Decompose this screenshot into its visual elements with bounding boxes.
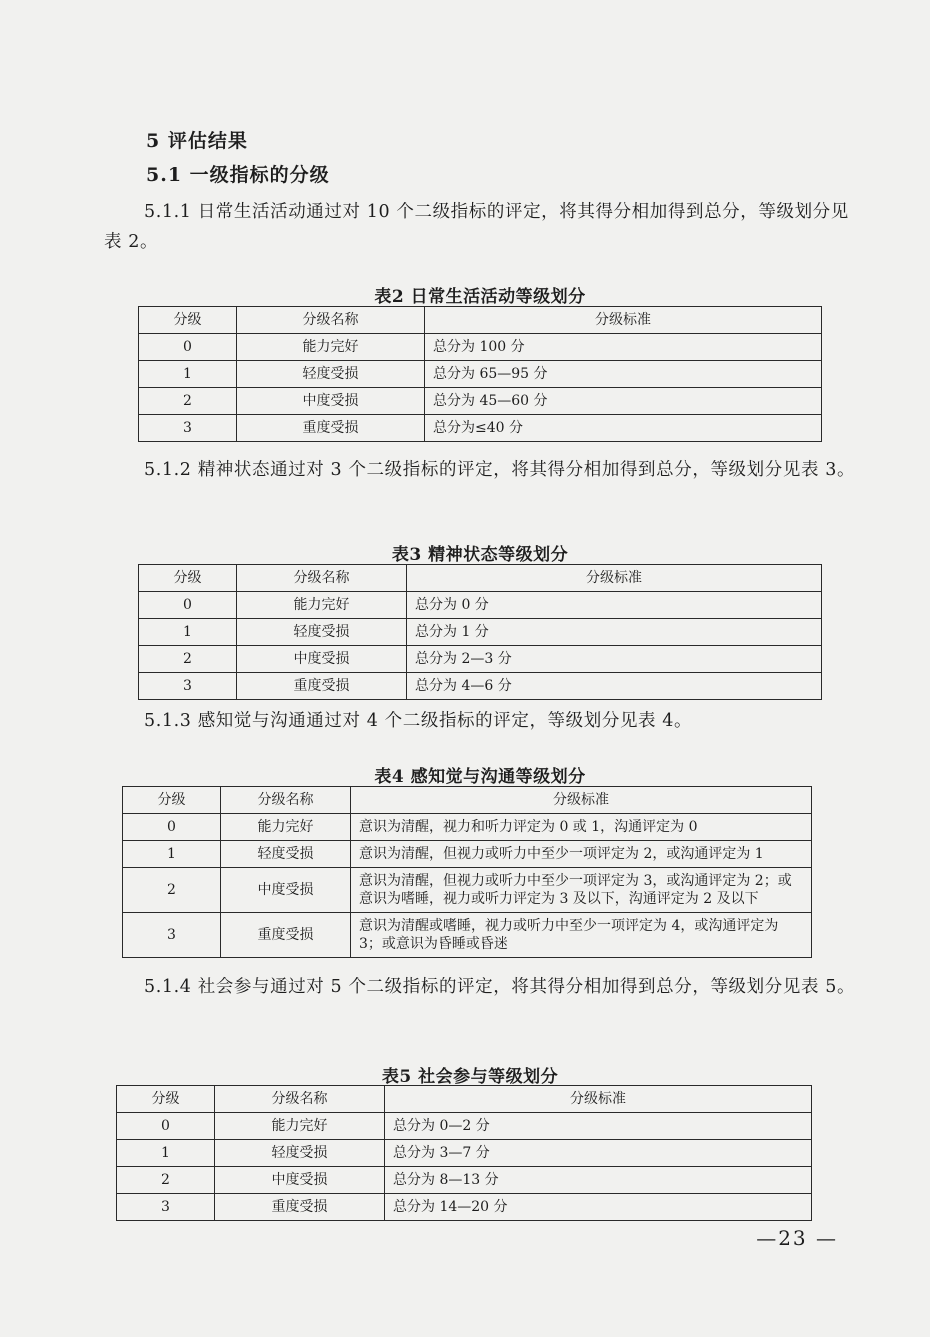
header-cell: 分级标准 [351, 787, 812, 814]
header-cell: 分级名称 [215, 1086, 385, 1113]
table-row [117, 1113, 812, 1140]
cell: 总分为≤40 分 [425, 415, 822, 442]
cell: 重度受损 [237, 673, 407, 700]
table5 [116, 1085, 812, 1221]
table-row [123, 814, 812, 841]
table-row [117, 1167, 812, 1194]
table4-caption: 表4 感知觉与沟通等级划分 [374, 767, 586, 787]
cell: 3 [139, 415, 237, 442]
cell: 总分为 8—13 分 [385, 1167, 812, 1194]
cell: 总分为 1 分 [407, 619, 822, 646]
table-row [117, 1194, 812, 1221]
cell: 能力完好 [237, 592, 407, 619]
header-cell: 分级标准 [385, 1086, 812, 1113]
cell: 轻度受损 [221, 841, 351, 868]
cell: 2 [139, 646, 237, 673]
cell: 总分为 0—2 分 [385, 1113, 812, 1140]
table-row [139, 388, 822, 415]
header-cell: 分级 [117, 1086, 215, 1113]
table-row [117, 1140, 812, 1167]
cell: 重度受损 [215, 1194, 385, 1221]
cell: 0 [123, 814, 221, 841]
header-cell: 分级标准 [407, 565, 822, 592]
cell: 意识为清醒，但视力或听力中至少一项评定为 2，或沟通评定为 1 [351, 841, 812, 868]
cell: 2 [139, 388, 237, 415]
header-cell: 分级 [123, 787, 221, 814]
cell: 1 [117, 1140, 215, 1167]
header-cell: 分级 [139, 307, 237, 334]
paragraph-5-1-4: 5.1.4 社会参与通过对 5 个二级指标的评定，将其得分相加得到总分，等级划分见表 5。 [144, 977, 856, 997]
header-cell: 分级名称 [237, 565, 407, 592]
table-row [123, 913, 812, 958]
table-row [139, 646, 822, 673]
cell: 意识为清醒，但视力或听力中至少一项评定为 3，或沟通评定为 2；或意识为嗜睡，视力或听力评定为 3 及以下，沟通评定为 2 及以下 [351, 868, 812, 913]
cell: 重度受损 [221, 913, 351, 958]
cell: 总分为 65—95 分 [425, 361, 822, 388]
cell: 能力完好 [237, 334, 425, 361]
table2-caption: 表2 日常生活活动等级划分 [374, 287, 586, 307]
cell: 轻度受损 [237, 619, 407, 646]
cell: 轻度受损 [215, 1140, 385, 1167]
cell: 中度受损 [237, 646, 407, 673]
cell: 中度受损 [215, 1167, 385, 1194]
cell: 总分为 100 分 [425, 334, 822, 361]
cell: 轻度受损 [237, 361, 425, 388]
subsection-title: 5.1 一级指标的分级 [146, 164, 330, 186]
cell: 总分为 3—7 分 [385, 1140, 812, 1167]
table-row [139, 334, 822, 361]
cell: 2 [123, 868, 221, 913]
section-title: 5 评估结果 [146, 130, 248, 152]
table-row [139, 673, 822, 700]
cell: 意识为清醒，视力和听力评定为 0 或 1，沟通评定为 0 [351, 814, 812, 841]
cell: 3 [139, 673, 237, 700]
cell: 3 [117, 1194, 215, 1221]
table-row [139, 619, 822, 646]
table3 [138, 564, 822, 700]
cell: 能力完好 [221, 814, 351, 841]
paragraph-5-1-1: 5.1.1 日常生活活动通过对 10 个二级指标的评定，将其得分相加得到总分，等级划分见表 2。 [104, 202, 849, 252]
table2-header [139, 307, 822, 334]
table-row [139, 592, 822, 619]
header-cell: 分级标准 [425, 307, 822, 334]
cell: 1 [139, 361, 237, 388]
cell: 重度受损 [237, 415, 425, 442]
cell: 0 [117, 1113, 215, 1140]
paragraph-5-1-3: 5.1.3 感知觉与沟通通过对 4 个二级指标的评定，等级划分见表 4。 [144, 711, 693, 731]
cell: 总分为 45—60 分 [425, 388, 822, 415]
table-row [123, 841, 812, 868]
table3-caption: 表3 精神状态等级划分 [391, 545, 569, 565]
header-cell: 分级名称 [221, 787, 351, 814]
cell: 3 [123, 913, 221, 958]
cell: 中度受损 [221, 868, 351, 913]
table-row [139, 361, 822, 388]
cell: 0 [139, 334, 237, 361]
cell: 能力完好 [215, 1113, 385, 1140]
paragraph-5-1-2: 5.1.2 精神状态通过对 3 个二级指标的评定，将其得分相加得到总分，等级划分见表 3。 [144, 460, 856, 480]
table-row [123, 868, 812, 913]
cell: 意识为清醒或嗜睡，视力或听力中至少一项评定为 4，或沟通评定为 3；或意识为昏睡或昏迷 [351, 913, 812, 958]
cell: 总分为 14—20 分 [385, 1194, 812, 1221]
cell: 总分为 0 分 [407, 592, 822, 619]
cell: 2 [117, 1167, 215, 1194]
table4 [122, 786, 812, 958]
cell: 总分为 2—3 分 [407, 646, 822, 673]
table5-header [117, 1086, 812, 1113]
table2 [138, 306, 822, 442]
cell: 1 [139, 619, 237, 646]
table5-caption: 表5 社会参与等级划分 [381, 1067, 559, 1087]
cell: 1 [123, 841, 221, 868]
table4-header [123, 787, 812, 814]
page-number: —23 — [756, 1226, 838, 1250]
cell: 总分为 4—6 分 [407, 673, 822, 700]
table-row [139, 415, 822, 442]
header-cell: 分级 [139, 565, 237, 592]
cell: 0 [139, 592, 237, 619]
cell: 中度受损 [237, 388, 425, 415]
header-cell: 分级名称 [237, 307, 425, 334]
table3-header [139, 565, 822, 592]
